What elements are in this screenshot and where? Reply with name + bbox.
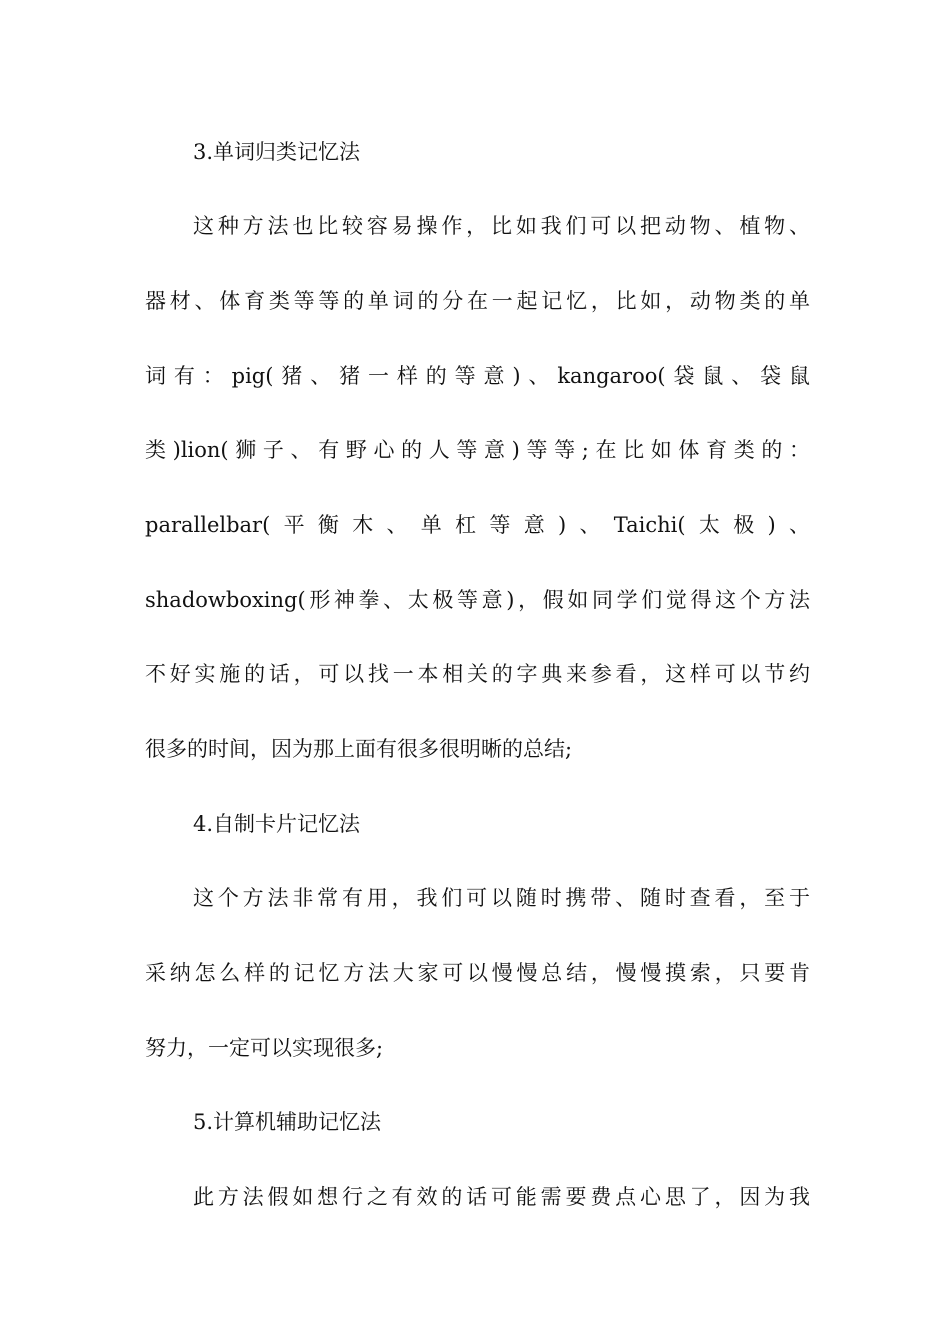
paragraph-line: 努力，一定可以实现很多; bbox=[145, 1036, 384, 1060]
section-heading-word-classification: 3.单词归类记忆法 bbox=[193, 140, 361, 164]
paragraph-line: 这种方法也比较容易操作，比如我们可以把动物、植物、 bbox=[193, 214, 810, 238]
paragraph-line: shadowboxing(形神拳、太极等意)，假如同学们觉得这个方法 bbox=[145, 588, 810, 612]
paragraph-line: parallelbar(平衡木、单杠等意)、Taichi(太极)、 bbox=[145, 513, 810, 537]
paragraph-line: 类)lion(狮子、有野心的人等意)等等;在比如体育类的： bbox=[145, 438, 810, 462]
section-heading-flashcards: 4.自制卡片记忆法 bbox=[193, 812, 361, 836]
paragraph-line: 很多的时间，因为那上面有很多很明晰的总结; bbox=[145, 737, 573, 761]
paragraph-line: 不好实施的话，可以找一本相关的字典来参看，这样可以节约 bbox=[145, 662, 810, 686]
paragraph-line: 这个方法非常有用，我们可以随时携带、随时查看，至于 bbox=[193, 886, 810, 910]
paragraph-line: 器材、体育类等等的单词的分在一起记忆，比如，动物类的单 bbox=[145, 289, 810, 313]
paragraph-line: 词有：pig(猪、猪一样的等意)、kangaroo(袋鼠、袋鼠 bbox=[145, 364, 810, 388]
paragraph-line: 采纳怎么样的记忆方法大家可以慢慢总结，慢慢摸索，只要肯 bbox=[145, 961, 810, 985]
paragraph-line: 此方法假如想行之有效的话可能需要费点心思了，因为我 bbox=[193, 1185, 810, 1209]
section-heading-computer-aided: 5.计算机辅助记忆法 bbox=[193, 1110, 382, 1134]
